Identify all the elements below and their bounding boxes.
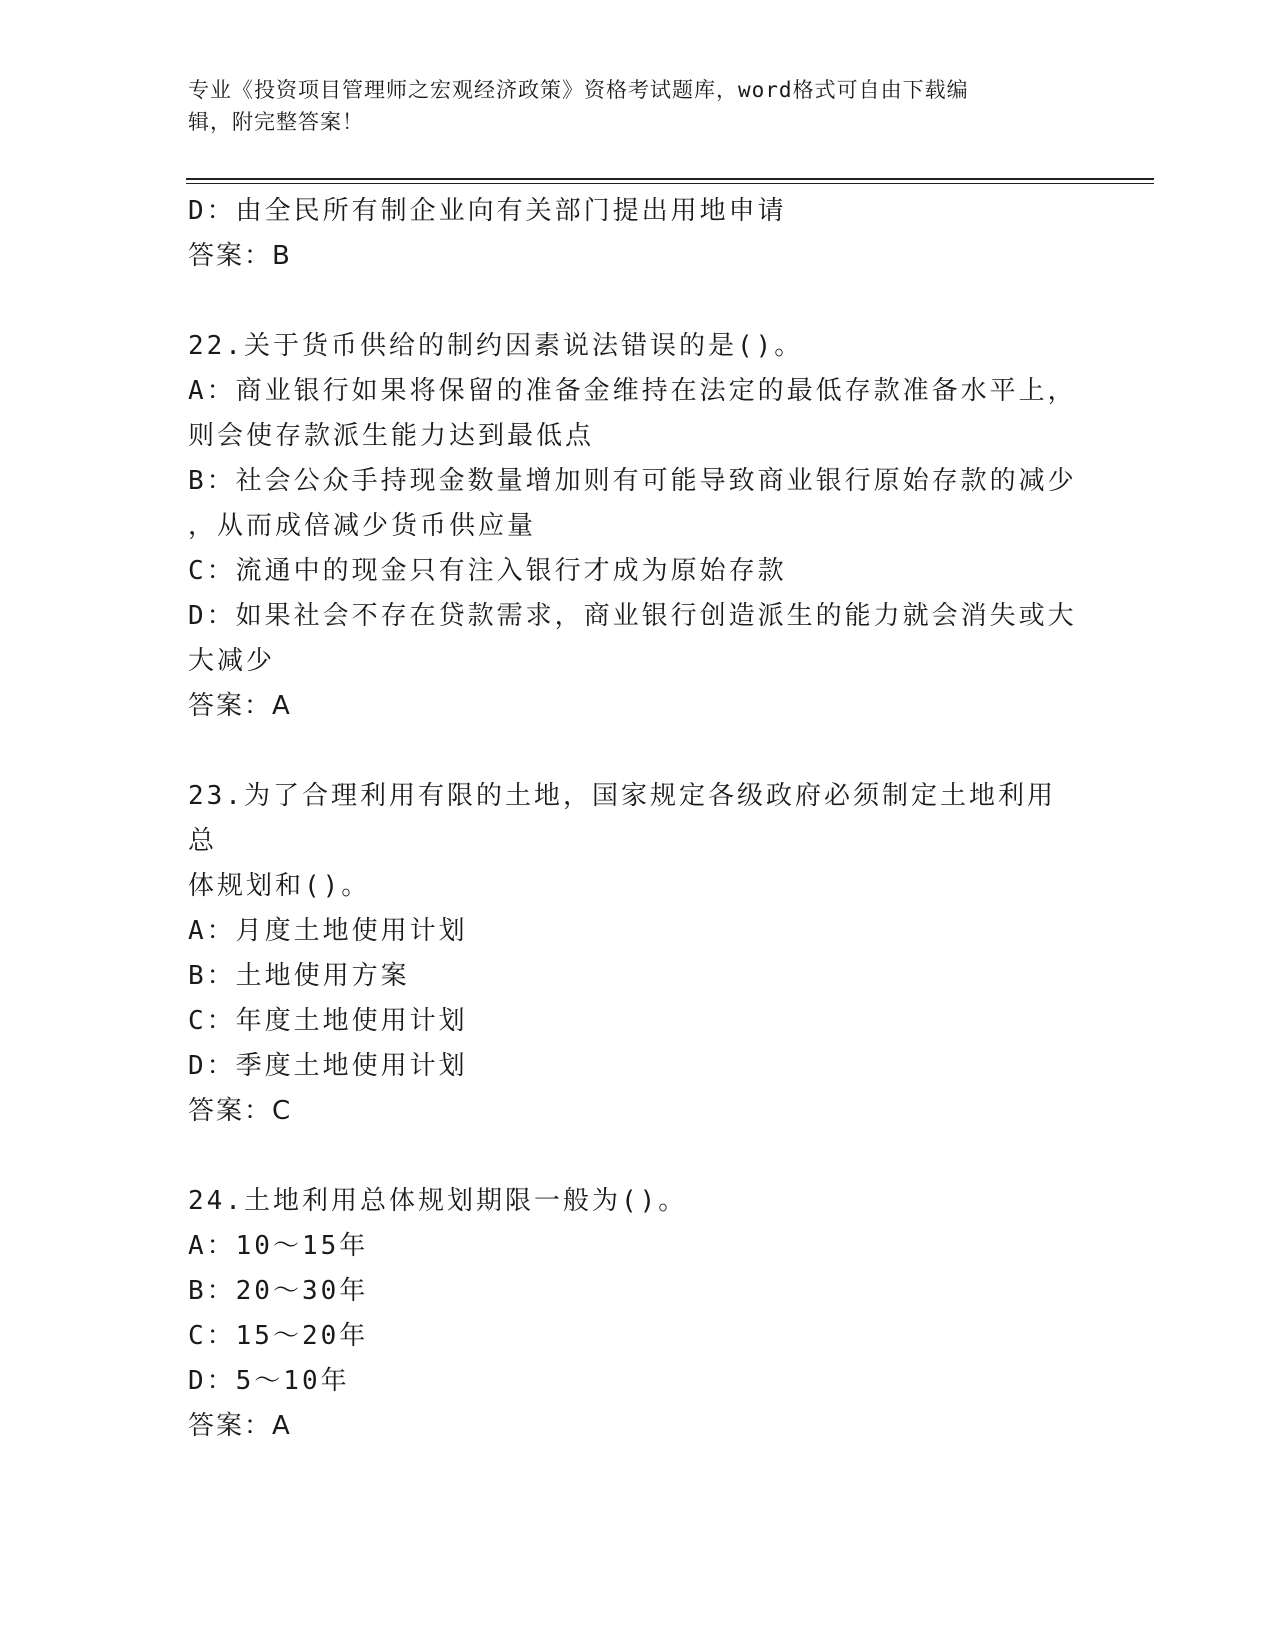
question-stem: 22.关于货币供给的制约因素说法错误的是()。 [188, 331, 804, 361]
answer-line: 答案：C [188, 1096, 293, 1126]
option-a: A：10～15年 [188, 1231, 369, 1261]
header-line-2: 辑，附完整答案！ [188, 110, 364, 134]
option-a: A：商业银行如果将保留的准备金维持在法定的最低存款准备水平上， [188, 376, 1077, 406]
question-24 [188, 1179, 1078, 1449]
option-d-continued: 大减少 [188, 646, 276, 676]
option-d: D：如果社会不存在贷款需求，商业银行创造派生的能力就会消失或大 [188, 601, 1077, 631]
header-line-1: 专业《投资项目管理师之宏观经济政策》资格考试题库，word格式可自由下载编 [188, 78, 969, 102]
option-a: A：月度土地使用计划 [188, 916, 468, 946]
answer-line: 答案：B [188, 241, 292, 271]
option-d: D：5～10年 [188, 1366, 350, 1396]
option-c: C：年度土地使用计划 [188, 1006, 468, 1036]
question-22 [188, 324, 1078, 729]
answer-line: 答案：A [188, 691, 292, 721]
option-b: B：20～30年 [188, 1276, 369, 1306]
option-b: B：社会公众手持现金数量增加则有可能导致商业银行原始存款的减少 [188, 466, 1077, 496]
option-b-continued: ，从而成倍减少货币供应量 [188, 511, 537, 541]
question-stem: 24.土地利用总体规划期限一般为()。 [188, 1186, 688, 1216]
option-d: D：由全民所有制企业向有关部门提出用地申请 [188, 196, 787, 226]
option-c: C：15～20年 [188, 1321, 369, 1351]
spacer [188, 1134, 1078, 1179]
page-header [188, 74, 1068, 138]
spacer [188, 279, 1078, 324]
header-divider-thin [186, 183, 1154, 184]
question-stem-continued: 体规划和()。 [188, 871, 371, 901]
option-b: B：土地使用方案 [188, 961, 410, 991]
spacer [188, 729, 1078, 774]
option-d: D：季度土地使用计划 [188, 1051, 468, 1081]
option-a-continued: 则会使存款派生能力达到最低点 [188, 421, 595, 451]
question-21-tail [188, 189, 1078, 279]
question-23 [188, 774, 1078, 1134]
answer-line: 答案：A [188, 1411, 292, 1441]
header-divider-thick [186, 178, 1154, 180]
question-list [188, 189, 1078, 1449]
question-stem: 23.为了合理利用有限的土地，国家规定各级政府必须制定土地利用总 [188, 781, 1056, 856]
option-c: C：流通中的现金只有注入银行才成为原始存款 [188, 556, 787, 586]
